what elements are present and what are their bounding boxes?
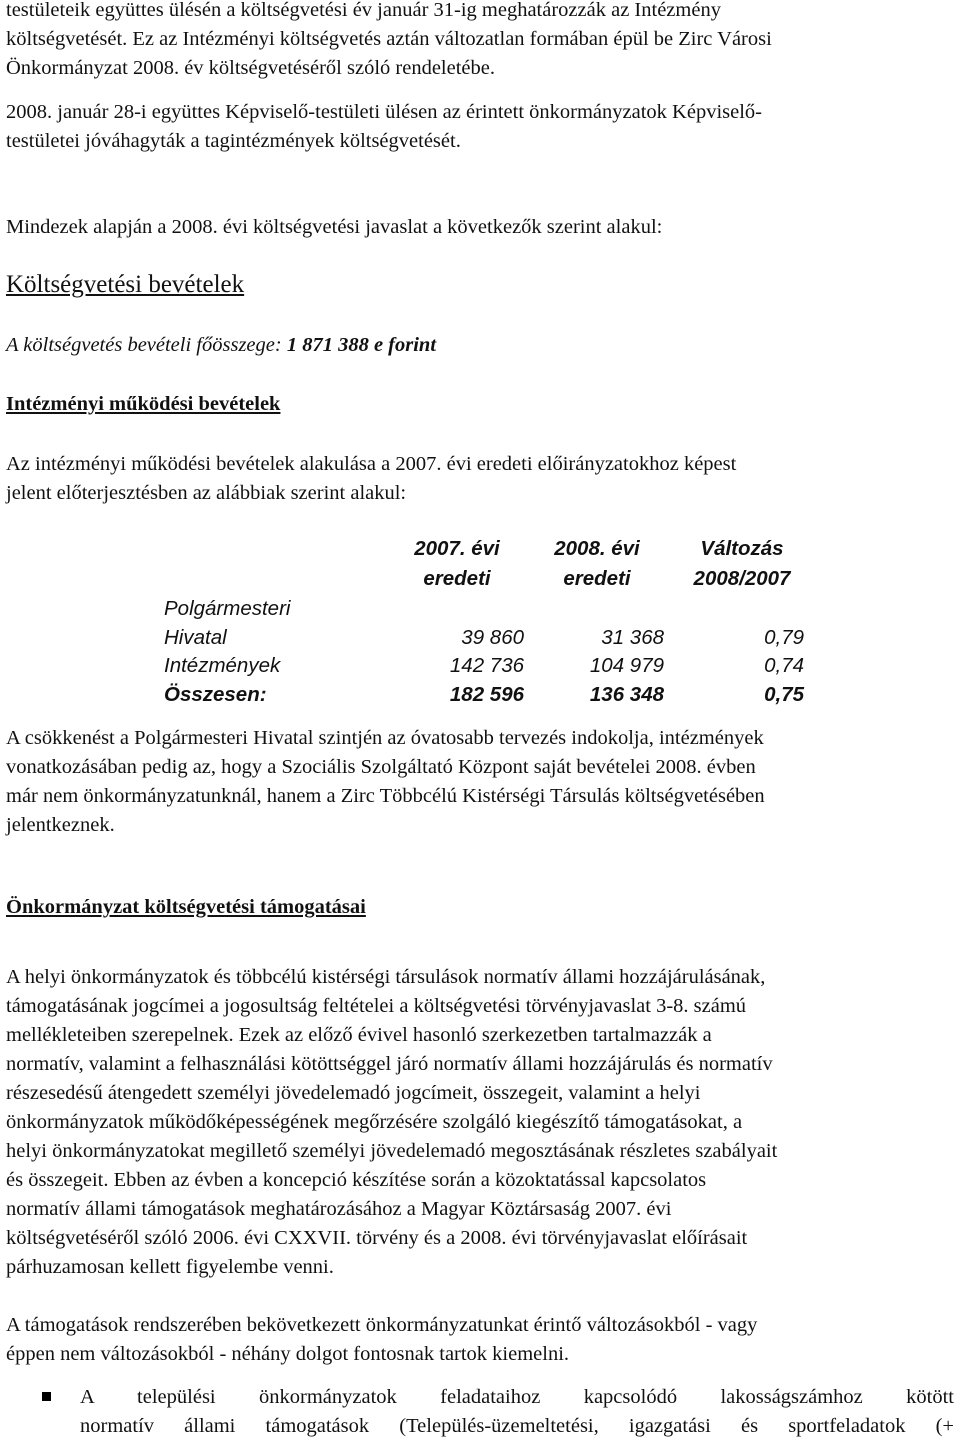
- row-value-2007: 142 736: [449, 654, 524, 677]
- header-2007-line-1: 2007. évi: [414, 537, 500, 560]
- section-title-subsidies: Önkormányzat költségvetési támogatásai: [6, 896, 366, 918]
- total-revenue-label: A költségvetés bevételi főösszege:: [6, 334, 282, 356]
- header-2008-line-2: eredeti: [563, 567, 631, 590]
- changes-intro-line-1: A támogatások rendszerében bekövetkezett önkormányzatunkat érintő változásokból - vagy: [6, 1314, 758, 1336]
- total-revenue-value: 1 871 388 e forint: [286, 334, 437, 356]
- total-revenue-line: [6, 334, 436, 357]
- operating-desc-line-2: jelent előterjesztésben az alábbiak szerint alakul:: [6, 482, 407, 504]
- after-table-line-2: vonatkozásában pedig az, hogy a Szociális Szolgáltató Központ saját bevételei 2008. évben: [6, 756, 756, 778]
- subsidies-line: normatív, valamint a felhasználási kötöttséggel járó normatív állami hozzájárulás és normatív: [6, 1053, 773, 1075]
- row-label: Polgármesteri: [164, 597, 291, 620]
- intro-para2-line-1: 2008. január 28-i együttes Képviselő-testületi ülésen az érintett önkormányzatok Képviselő-: [6, 101, 762, 123]
- header-change-line-2: 2008/2007: [693, 567, 791, 590]
- intro-para2-line-2: testületei jóváhagyták a tagintézmények költségvetését.: [6, 130, 461, 152]
- after-table-line-3: már nem önkormányzatunknál, hanem a Zirc Többcélú Kistérségi Társulás költségvetésében: [6, 785, 765, 807]
- header-2007-line-2: eredeti: [423, 567, 491, 590]
- subsidies-line: költségvetéséről szóló 2006. évi CXXVII. törvény és a 2008. évi törvényjavaslat előírásait: [6, 1227, 748, 1249]
- intro-line-2: költségvetését. Ez az Intézményi költségvetés aztán változatlan formában épül be Zirc Városi: [6, 28, 772, 50]
- intro-para3: Mindezek alapján a 2008. évi költségvetési javaslat a következők szerint alakul:: [6, 216, 663, 238]
- square-bullet-icon: [42, 1392, 51, 1401]
- subsidies-line: párhuzamosan kellett figyelembe venni.: [6, 1256, 334, 1278]
- subsidies-line: önkormányzatok működőképességének megőrzésére szolgáló kiegészítő támogatásokat, a: [6, 1111, 743, 1133]
- subsidies-line: helyi önkormányzatokat megillető személyi jövedelemadó megosztásának részletes szabályait: [6, 1140, 778, 1162]
- subsidies-line: támogatásának jogcímei a jogosultság feltételei a költségvetési törvényjavaslat 3-8. számú: [6, 995, 747, 1017]
- header-change-line-1: Változás: [700, 537, 784, 560]
- row-value-change: 0,75: [764, 683, 804, 706]
- subsidies-line: normatív állami támogatások meghatározásához a Magyar Köztársaság 2007. évi: [6, 1198, 672, 1220]
- subsection-title-operating: Intézményi működési bevételek: [6, 393, 281, 415]
- row-label: Intézmények: [164, 654, 281, 677]
- section-title-revenues: Költségvetési bevételek: [6, 271, 245, 298]
- bullet-line-2: normatív állami támogatások (Település-üzemeltetési, igazgatási és sportfeladatok (+: [80, 1415, 954, 1437]
- row-value-2008: 136 348: [589, 683, 664, 706]
- row-label: Összesen:: [164, 683, 267, 706]
- row-value-change: 0,79: [764, 626, 804, 649]
- after-table-line-4: jelentkeznek.: [6, 814, 115, 836]
- operating-desc-line-1: Az intézményi működési bevételek alakulása a 2007. évi eredeti előirányzatokhoz képest: [6, 453, 737, 475]
- intro-line-1: testületeik együttes ülésén a költségvetési év január 31-ig meghatározzák az Intézmény: [6, 0, 721, 21]
- row-value-2007: 39 860: [461, 626, 524, 649]
- intro-line-3: Önkormányzat 2008. év költségvetéséről szóló rendeletébe.: [6, 57, 495, 79]
- subsidies-line: és összegeit. Ebben az évben a koncepció készítése során a közoktatással kapcsolatos: [6, 1169, 707, 1191]
- row-value-change: 0,74: [764, 654, 804, 677]
- after-table-line-1: A csökkenést a Polgármesteri Hivatal szintjén az óvatosabb tervezés indokolja, intézmények: [6, 727, 764, 749]
- bullet-line-1: A települési önkormányzatok feladataihoz kapcsolódó lakosságszámhoz kötött: [80, 1386, 954, 1408]
- row-value-2007: 182 596: [449, 683, 524, 706]
- row-label: Hivatal: [164, 626, 227, 649]
- subsidies-line: mellékleteiben szerepelnek. Ezek az előző évivel hasonló szerkezetben tartalmazzák a: [6, 1024, 712, 1046]
- changes-intro-line-2: éppen nem változásokból - néhány dolgot fontosnak tartok kiemelni.: [6, 1343, 570, 1365]
- row-value-2008: 31 368: [601, 626, 664, 649]
- header-2008-line-1: 2008. évi: [554, 537, 640, 560]
- subsidies-line: részesedésű átengedett személyi jövedelemadó jogcímeit, összegeit, valamint a helyi: [6, 1082, 701, 1104]
- subsidies-line: A helyi önkormányzatok és többcélú kistérségi társulások normatív állami hozzájárulásának,: [6, 966, 766, 988]
- row-value-2008: 104 979: [589, 654, 664, 677]
